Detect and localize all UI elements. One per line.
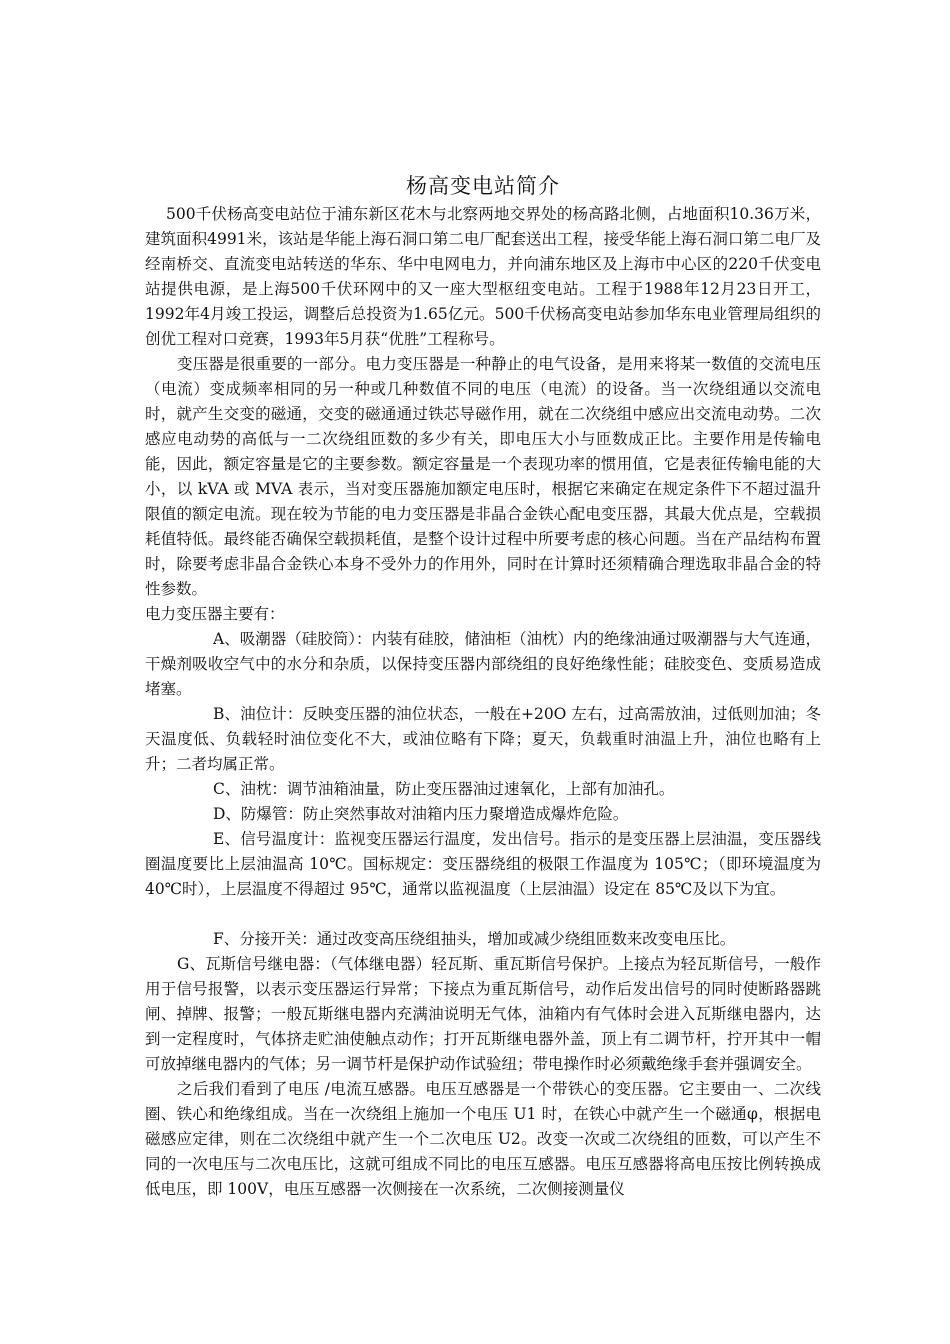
- list-item-b: B、油位计：反映变压器的油位状态，一般在+20O 左右，过高需放油，过低则加油；冬天温度低、负载轻时油位变化不大，或油位略有下降；夏天，负载重时油温上升，油位也略有上升；二者均属正常。: [145, 705, 821, 773]
- paragraph-components-heading: 电力变压器主要有：: [145, 605, 285, 623]
- list-item-f: F、分接开关：通过改变高压绕组抽头，增加或减少绕组匝数来改变电压比。: [213, 930, 736, 948]
- list-item-e: E、信号温度计：监视变压器运行温度，发出信号。指示的是变压器上层油温，变压器线圈温度要比上层油温高 10℃。国标规定：变压器绕组的极限工作温度为 105℃；（即环境温度为 40℃时），上层温度不得超过 95℃，通常以监视温度（上层油温）设定在 85℃及以下为宜。: [145, 830, 821, 898]
- paragraph-instrument-transformer: 之后我们看到了电压 /电流互感器。电压互感器是一个带铁心的变压器。它主要由一、二次线圈、铁心和绝缘组成。当在一次绕组上施加一个电压 U1 时，在铁心中就产生一个磁通φ，根据电磁感应定律，则在二次绕组中就产生一个二次电压 U2。改变一次或二次绕组的匝数，可以产生不同的一次电压与二次电压比，这就可组成不同比的电压互感器。电压互感器将高电压按比例转换成低电压，即 100V，电压互感器一次侧接在一次系统，二次侧接测量仪: [145, 1080, 821, 1198]
- paragraph-intro: 500千伏杨高变电站位于浦东新区花木与北察两地交界处的杨高路北侧，占地面积10.36万米，建筑面积4991米，该站是华能上海石洞口第二电厂配套送出工程，接受华能上海石洞口第二电厂及经南桥交、直流变电站转送的华东、华中电网电力，并向浦东地区及上海市中心区的220千伏变电站提供电源，是上海500千伏环网中的又一座大型枢纽变电站。工程于1988年12月23日开工，1992年4月竣工投运，调整后总投资为1.65亿元。500千伏杨高变电站参加华东电业管理局组织的创优工程对口竞赛，1993年5月获“优胜”工程称号。: [145, 205, 821, 348]
- list-item-g: G、瓦斯信号继电器：（气体继电器）轻瓦斯、重瓦斯信号保护。上接点为轻瓦斯信号，一般作用于信号报警，以表示变压器运行异常；下接点为重瓦斯信号，动作后发出信号的同时使断路器跳闸、掉牌、报警；一般瓦斯继电器内充满油说明无气体，油箱内有气体时会进入瓦斯继电器内，达到一定程度时，气体挤走贮油使触点动作；打开瓦斯继电器外盖，顶上有二调节杆，拧开其中一帽可放掉继电器内的气体；另一调节杆是保护动作试验纽；带电操作时必须戴绝缘手套并强调安全。: [145, 955, 821, 1073]
- list-item-a: A、吸潮器（硅胶筒）：内装有硅胶，储油柜（油枕）内的绝缘油通过吸潮器与大气连通，干燥剂吸收空气中的水分和杂质，以保持变压器内部绕组的良好绝缘性能；硅胶变色、变质易造成堵塞。: [145, 630, 821, 698]
- list-item-c: C、油枕：调节油箱油量，防止变压器油过速氧化，上部有加油孔。: [213, 780, 675, 798]
- paragraph-transformer: 变压器是很重要的一部分。电力变压器是一种静止的电气设备，是用来将某一数值的交流电压（电流）变成频率相同的另一种或几种数值不同的电压（电流）的设备。当一次绕组通以交流电时，就产生交变的磁通，交变的磁通通过铁芯导磁作用，就在二次绕组中感应出交流电动势。二次感应电动势的高低与一二次绕组匝数的多少有关，即电压大小与匝数成正比。主要作用是传输电能，因此，额定容量是它的主要参数。额定容量是一个表现功率的惯用值，它是表征传输电能的大小，以 kVA 或 MVA 表示，当对变压器施加额定电压时，根据它来确定在规定条件下不超过温升限值的额定电流。现在较为节能的电力变压器是非晶合金铁心配电变压器，其最大优点是，空载损耗值特低。最终能否确保空载损耗值，是整个设计过程中所要考虑的核心问题。当在产品结构布置时，除要考虑非晶合金铁心本身不受外力的作用外，同时在计算时还须精确合理选取非晶合金的特性参数。: [145, 355, 821, 598]
- list-item-d: D、防爆管：防止突然事故对油箱内压力聚增造成爆炸危险。: [213, 805, 629, 823]
- document-title: 杨高变电站简介: [406, 174, 560, 198]
- blank-line: [145, 902, 821, 927]
- document-body: [145, 168, 821, 1202]
